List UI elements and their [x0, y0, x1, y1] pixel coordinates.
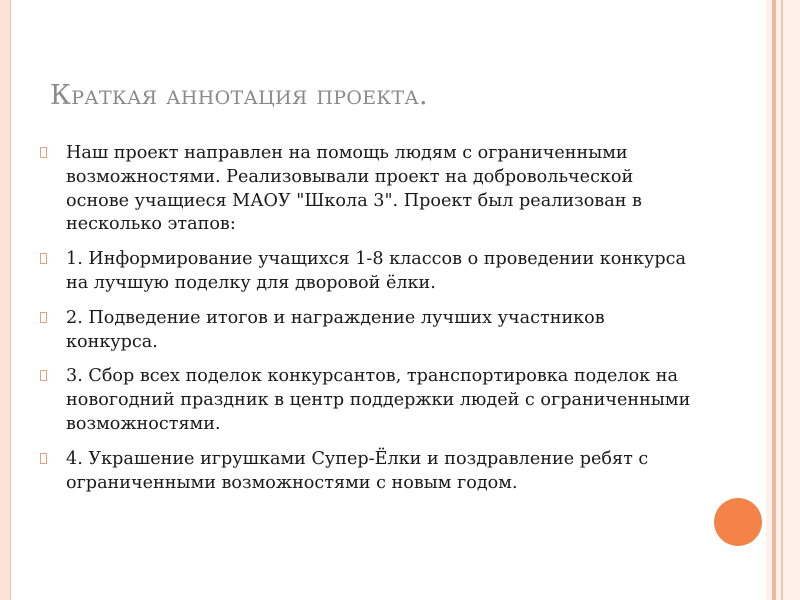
list-item-text: 3. Сбор всех поделок конкурсантов, транспортировка поделок на новогодний праздник в центр поддержки людей с ограниченными возможностями. [66, 366, 691, 434]
square-outline-bullet-icon [40, 370, 47, 381]
list-item [40, 142, 700, 237]
bullet-list [40, 142, 700, 506]
list-item [40, 307, 700, 355]
square-outline-bullet-icon [40, 453, 47, 464]
list-item-text: 2. Подведение итогов и награждение лучших участников конкурса. [66, 307, 605, 352]
list-item [40, 448, 700, 496]
list-item-text: Наш проект направлен на помощь людям с ограниченными возможностями. Реализовывали проект на добровольческой основе учащиеся МАОУ "Школа 3". Проект был реализован в несколько этапов: [66, 143, 642, 235]
list-item [40, 248, 700, 296]
orange-circle-decoration [714, 498, 762, 546]
right-frame-rule-thin [781, 0, 783, 600]
square-outline-bullet-icon [40, 147, 47, 158]
list-item-text: 1. Информирование учащихся 1-8 классов о проведении конкурса на лучшую поделку для дворовой ёлки. [66, 249, 686, 293]
square-outline-bullet-icon [40, 253, 47, 264]
left-frame-stripe [0, 0, 11, 600]
slide-title: Краткая аннотация проекта. [50, 80, 428, 111]
right-frame-rule-thick [772, 0, 776, 600]
list-item-text: 4. Украшение игрушками Супер-Ёлки и поздравление ребят с ограниченными возможностями с новым годом. [66, 448, 649, 493]
list-item [40, 365, 700, 436]
square-outline-bullet-icon [40, 312, 47, 323]
